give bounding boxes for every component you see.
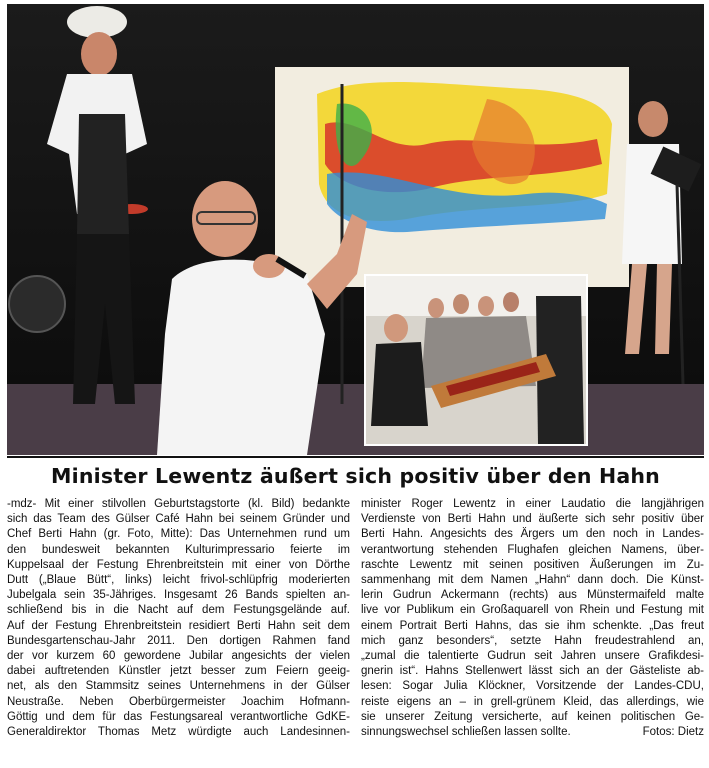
- text-line: raschte Lewentz mit seinen positiven Äußerungen im Zu-: [361, 558, 704, 571]
- text-line: mich ganz besonders“, setzte Hahn freudestrahlend an,: [361, 634, 704, 647]
- woman-left-head: [81, 32, 117, 76]
- article-column-right: [361, 497, 704, 740]
- woman-left-corset: [77, 114, 129, 234]
- text-line: -mdz- Mit einer stilvollen Geburtstagstorte (kl. Bild) bedankte: [7, 498, 350, 510]
- article-headline: Minister Lewentz äußert sich positiv über den Hahn: [51, 464, 660, 488]
- text-line: Chef Berti Hahn (gr. Foto, Mitte): Das Unternehmen rund um: [7, 528, 350, 541]
- stage-floor: [7, 384, 704, 455]
- man-head: [192, 181, 258, 257]
- text-line: lesen: Sogar Julia Klöckner, Vorsitzende der Landes-CDU,: [361, 680, 704, 693]
- inset-photo-scene: [366, 276, 586, 444]
- text-line: schließend bis in die Nacht auf dem Festungsgelände auf.: [7, 604, 350, 617]
- text-line: Kuppelsaal der Festung Ehrenbreitstein mit einer von Dörthe: [7, 558, 350, 571]
- inset-photo: [364, 274, 588, 446]
- text-line: net, als den Stammsitz seines Unternehmens in der Gülser: [7, 680, 350, 693]
- text-line: einem Portrait Berti Hahns, das sie ihm schenkte. „Das freut: [361, 619, 704, 632]
- stage-scene: [7, 4, 704, 455]
- text-line: lerin Gudrun Ackermann (rechts) aus Münstermaifeld malte: [361, 589, 704, 602]
- artist-legs: [625, 264, 672, 354]
- text-line: den bundesweit bekannten Kulturimpressario feierte im: [7, 543, 350, 556]
- text-line: sammenhang mit dem Namen „Hahn“ dann doch. Die Künst-: [361, 574, 704, 587]
- text-line: Berti Hahn. Angesichts des Ärgers um den noch in Landes-: [361, 528, 704, 541]
- text-line: Neustraße. Neben Oberbürgermeister Joachim Hofmann-: [7, 695, 350, 708]
- text-line: „zumal die talentierte Gudrun seit Jahren unsere Grafikdesi-: [361, 650, 704, 663]
- text-line: Dutt („Blaue Bütt“, links) leicht frivol-schlüpfrig moderierten: [7, 574, 350, 587]
- text-line: sich das Team des Gülser Café Hahn bei seinem Gründer und: [7, 513, 350, 526]
- text-line: der vor kurzem 60 gewordene Jubilar angesichts der vielen: [7, 650, 350, 663]
- young-man-shirt: [371, 342, 428, 426]
- text-line: reiste eigens an – in grell-grünem Kleid, das allerdings, wie: [361, 695, 704, 708]
- text-line: Auf der Festung Ehrenbreitstein residiert Berti Hahn seit dem: [7, 619, 350, 632]
- text-line-last: [361, 725, 704, 740]
- text-line: Jubelgala sein 35-Jähriges. Insgesamt 26 Bands spielten an-: [7, 589, 350, 602]
- photo-credit: Fotos: Dietz: [642, 726, 704, 739]
- text-line: verantwortung stehenden Flughafen gleichen Namens, über-: [361, 543, 704, 556]
- text-line: dabei auftretenden Künstler jetzt besser zum Feiern geeig-: [7, 665, 350, 678]
- text-line: sie unserer Zeitung versicherte, auf keinen politischen Ge-: [361, 710, 704, 723]
- woman-left-trousers: [73, 234, 135, 404]
- young-man-head: [384, 314, 408, 342]
- text-line: Bundesgartenschau-Jahr 2011. Den dortigen Rahmen fand: [7, 634, 350, 647]
- text-line: Verdienste von Berti Hahn und äußerte sich sehr positiv über: [361, 513, 704, 526]
- man-shirt: [157, 260, 325, 455]
- artist-head: [638, 101, 668, 137]
- text-line: Generaldirektor Thomas Metz würdigte auch Landesinnen-: [7, 726, 350, 739]
- article-column-left: [7, 497, 350, 740]
- text-line: gnerin ist“. Hahns Stellenwert lässt sich an der Gästeliste ab-: [361, 665, 704, 678]
- text-line: minister Roger Lewentz in einer Laudatio die langjährigen: [361, 498, 704, 510]
- headline-rule: [7, 456, 704, 458]
- final-text: sinnungswechsel schließen lassen sollte.: [361, 726, 571, 739]
- text-line: Göttig und dem für das Festungsareal verantwortliche GdKE-: [7, 710, 350, 723]
- main-photo: [7, 4, 704, 455]
- drum-kit: [9, 276, 65, 332]
- text-line: live vor Publikum ein Großaquarell von Rhein und Festung mit: [361, 604, 704, 617]
